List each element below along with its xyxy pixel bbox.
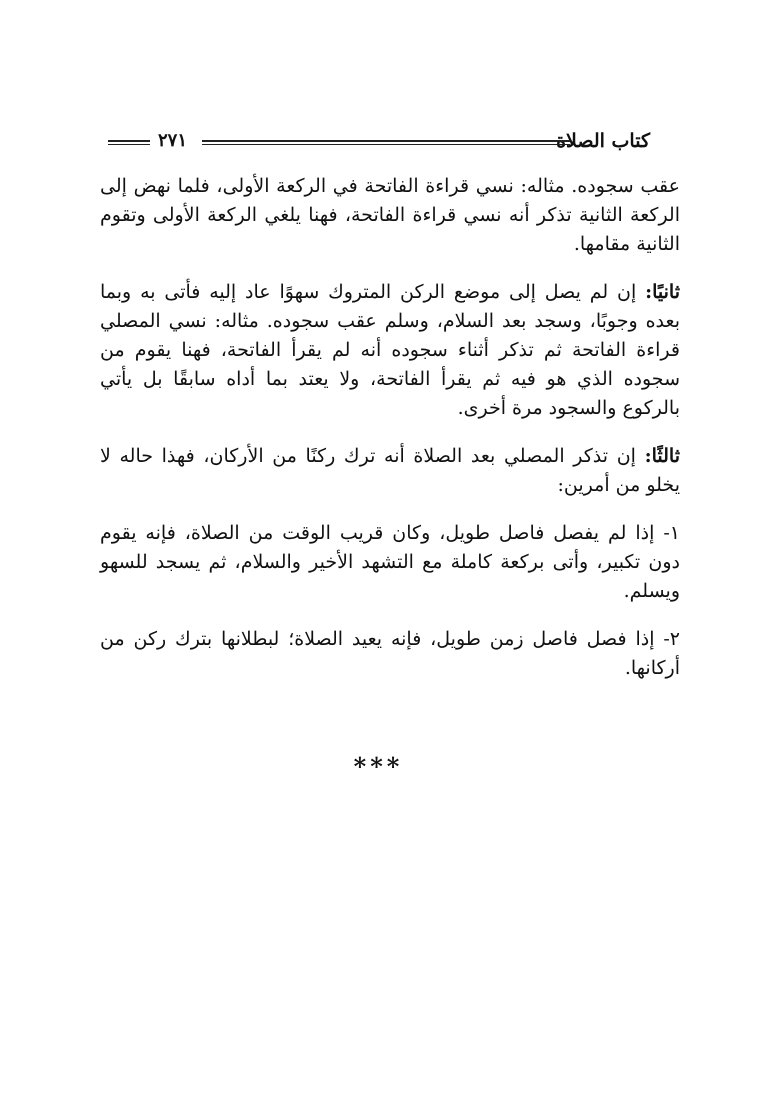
page-header [108, 126, 650, 156]
paragraph [100, 278, 680, 423]
paragraph [100, 172, 680, 259]
running-title: كتاب الصلاة [556, 130, 650, 152]
body-text [100, 172, 680, 702]
paragraph-text: عقب سجوده. مثاله: نسي قراءة الفاتحة في الركعة الأولى، فلما نهض إلى الركعة الثانية تذكر أنه نسي قراءة الفاتحة، فهنا يلغي الركعة الأولى وتقوم الثانية مقامها. [100, 175, 680, 255]
header-rule-left [108, 140, 150, 145]
section-end-ornament: *** [353, 752, 404, 781]
page-number: ٢٧١ [158, 130, 188, 151]
paragraph-text: إن لم يصل إلى موضع الركن المتروك سهوًا عاد إليه فأتى به وبما بعده وجوبًا، وسجد بعد السلام، وسلم عقب سجوده. مثاله: نسي المصلي قراءة الفاتحة ثم تذكر أثناء سجوده أنه لم يقرأ الفاتحة، فهنا يقوم من سجوده الذي هو فيه ثم يقرأ الفاتحة، ولا يعتد بما أداه سابقًا بل يأتي بالركوع والسجود مرة أخرى. [100, 281, 680, 419]
paragraph-lead: ثالثًا: [644, 445, 680, 467]
paragraph [100, 625, 680, 683]
paragraph-lead: ثانيًا: [645, 281, 680, 303]
paragraph [100, 519, 680, 606]
paragraph-text: ٢- إذا فصل فاصل زمن طويل، فإنه يعيد الصلاة؛ لبطلانها بترك ركن من أركانها. [100, 628, 680, 679]
paragraph-text: إن تذكر المصلي بعد الصلاة أنه ترك ركنًا من الأركان، فهذا حاله لا يخلو من أمرين: [100, 445, 680, 496]
paragraph-text: ١- إذا لم يفصل فاصل طويل، وكان قريب الوقت من الصلاة، فإنه يقوم دون تكبير، وأتى بركعة كاملة مع التشهد الأخير والسلام، ثم يسجد للسهو ويسلم. [100, 522, 680, 602]
header-rule [202, 140, 570, 145]
paragraph [100, 442, 680, 500]
